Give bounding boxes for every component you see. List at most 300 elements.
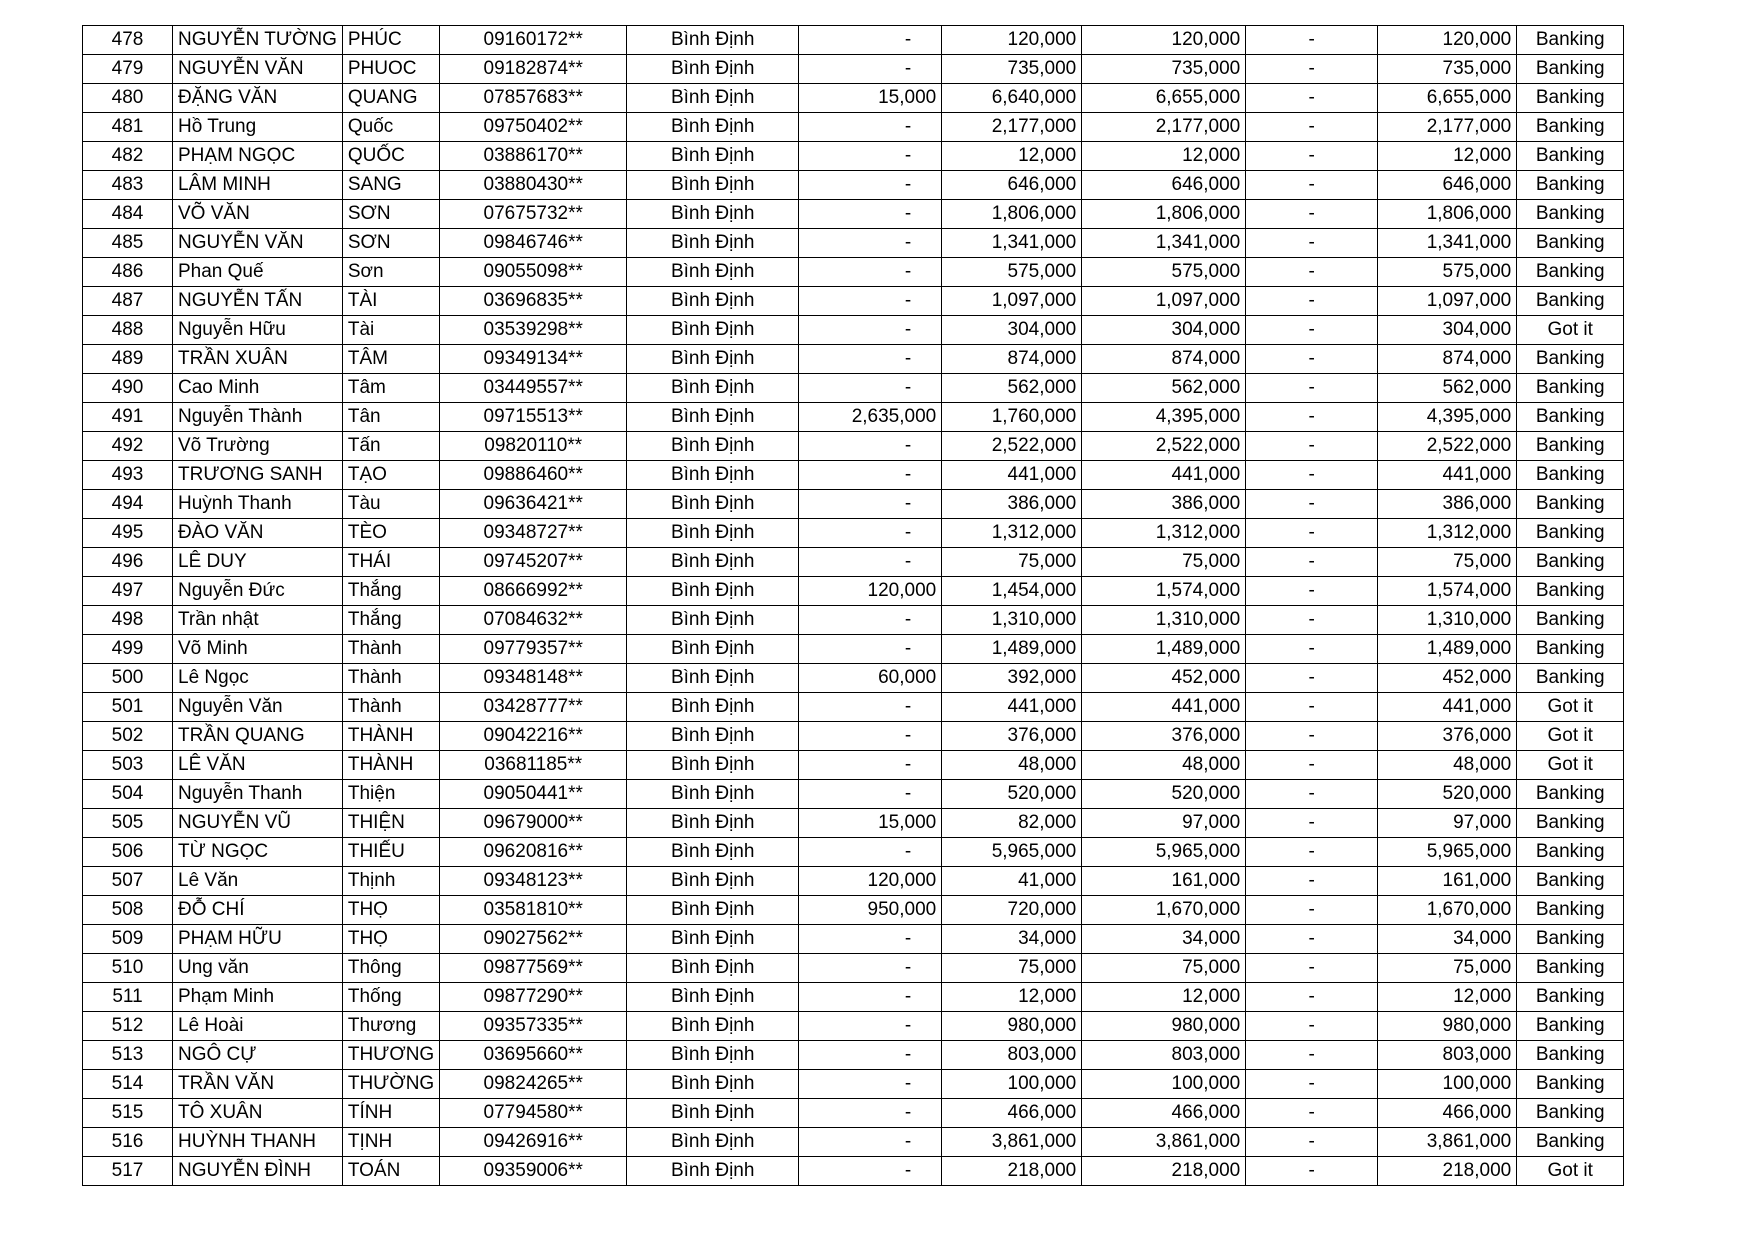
cell-province: Bình Định: [627, 635, 799, 664]
cell-total-amount: 120,000: [1082, 26, 1246, 55]
cell-net-amount: 441,000: [1378, 461, 1517, 490]
cell-amount-2: 100,000: [942, 1070, 1082, 1099]
table-row: [83, 548, 1624, 577]
cell-net-amount: 218,000: [1378, 1157, 1517, 1186]
cell-phone-number: 09027562**: [440, 925, 627, 954]
cell-amount-1: -: [799, 258, 942, 287]
cell-province: Bình Định: [627, 722, 799, 751]
cell-amount-1: -: [799, 1070, 942, 1099]
cell-net-amount: 466,000: [1378, 1099, 1517, 1128]
cell-amount-deduction: -: [1246, 26, 1378, 55]
cell-first-name: THÁI: [342, 548, 439, 577]
cell-first-name: Thành: [342, 635, 439, 664]
cell-amount-deduction: -: [1246, 635, 1378, 664]
cell-amount-1: -: [799, 171, 942, 200]
cell-payment-method: Got it: [1517, 722, 1624, 751]
cell-payment-method: Banking: [1517, 867, 1624, 896]
cell-last-middle-name: NGUYỄN ĐÌNH: [173, 1157, 343, 1186]
cell-payment-method: Banking: [1517, 896, 1624, 925]
cell-phone-number: 03681185**: [440, 751, 627, 780]
cell-net-amount: 1,574,000: [1378, 577, 1517, 606]
cell-net-amount: 980,000: [1378, 1012, 1517, 1041]
cell-first-name: Thịnh: [342, 867, 439, 896]
cell-amount-2: 874,000: [942, 345, 1082, 374]
cell-payment-method: Banking: [1517, 171, 1624, 200]
cell-net-amount: 5,965,000: [1378, 838, 1517, 867]
cell-amount-deduction: -: [1246, 55, 1378, 84]
cell-net-amount: 2,522,000: [1378, 432, 1517, 461]
cell-total-amount: 1,489,000: [1082, 635, 1246, 664]
cell-row-number: 500: [83, 664, 173, 693]
cell-net-amount: 6,655,000: [1378, 84, 1517, 113]
cell-amount-2: 1,454,000: [942, 577, 1082, 606]
cell-last-middle-name: Ung văn: [173, 954, 343, 983]
cell-phone-number: 09349134**: [440, 345, 627, 374]
cell-amount-1: -: [799, 200, 942, 229]
cell-first-name: THIỆN: [342, 809, 439, 838]
table-row: [83, 403, 1624, 432]
cell-amount-2: 120,000: [942, 26, 1082, 55]
cell-first-name: TÀI: [342, 287, 439, 316]
table-row: [83, 983, 1624, 1012]
cell-first-name: THƯỜNG: [342, 1070, 439, 1099]
cell-first-name: Tân: [342, 403, 439, 432]
cell-province: Bình Định: [627, 983, 799, 1012]
cell-payment-method: Banking: [1517, 287, 1624, 316]
cell-phone-number: 09679000**: [440, 809, 627, 838]
cell-phone-number: 09042216**: [440, 722, 627, 751]
cell-last-middle-name: Lê Ngọc: [173, 664, 343, 693]
cell-amount-1: -: [799, 490, 942, 519]
cell-amount-2: 466,000: [942, 1099, 1082, 1128]
cell-amount-2: 41,000: [942, 867, 1082, 896]
cell-first-name: TÍNH: [342, 1099, 439, 1128]
cell-phone-number: 09182874**: [440, 55, 627, 84]
cell-row-number: 489: [83, 345, 173, 374]
cell-amount-1: 15,000: [799, 84, 942, 113]
table-row: [83, 316, 1624, 345]
cell-last-middle-name: ĐÀO VĂN: [173, 519, 343, 548]
cell-last-middle-name: NGUYỄN TƯỜNG: [173, 26, 343, 55]
cell-province: Bình Định: [627, 896, 799, 925]
cell-row-number: 507: [83, 867, 173, 896]
cell-row-number: 488: [83, 316, 173, 345]
cell-row-number: 510: [83, 954, 173, 983]
table-row: [83, 200, 1624, 229]
cell-first-name: PHUOC: [342, 55, 439, 84]
cell-total-amount: 3,861,000: [1082, 1128, 1246, 1157]
cell-amount-2: 1,097,000: [942, 287, 1082, 316]
cell-payment-method: Banking: [1517, 519, 1624, 548]
cell-last-middle-name: Nguyễn Văn: [173, 693, 343, 722]
cell-payment-method: Banking: [1517, 1070, 1624, 1099]
cell-payment-method: Got it: [1517, 693, 1624, 722]
cell-amount-2: 6,640,000: [942, 84, 1082, 113]
cell-row-number: 495: [83, 519, 173, 548]
cell-amount-2: 1,312,000: [942, 519, 1082, 548]
cell-net-amount: 386,000: [1378, 490, 1517, 519]
table-row: [83, 490, 1624, 519]
cell-net-amount: 100,000: [1378, 1070, 1517, 1099]
cell-amount-deduction: -: [1246, 548, 1378, 577]
cell-last-middle-name: NGÔ CỰ: [173, 1041, 343, 1070]
table-row: [83, 461, 1624, 490]
cell-payment-method: Got it: [1517, 1157, 1624, 1186]
cell-first-name: QUANG: [342, 84, 439, 113]
cell-phone-number: 09357335**: [440, 1012, 627, 1041]
cell-row-number: 502: [83, 722, 173, 751]
cell-total-amount: 34,000: [1082, 925, 1246, 954]
cell-phone-number: 09846746**: [440, 229, 627, 258]
cell-total-amount: 12,000: [1082, 983, 1246, 1012]
cell-amount-2: 12,000: [942, 983, 1082, 1012]
cell-province: Bình Định: [627, 548, 799, 577]
cell-amount-deduction: -: [1246, 519, 1378, 548]
table-row: [83, 26, 1624, 55]
cell-row-number: 484: [83, 200, 173, 229]
cell-row-number: 512: [83, 1012, 173, 1041]
cell-amount-deduction: -: [1246, 809, 1378, 838]
cell-amount-1: -: [799, 432, 942, 461]
cell-first-name: Tấn: [342, 432, 439, 461]
table-row: [83, 1012, 1624, 1041]
cell-last-middle-name: LÊ VĂN: [173, 751, 343, 780]
cell-amount-deduction: -: [1246, 954, 1378, 983]
cell-total-amount: 980,000: [1082, 1012, 1246, 1041]
cell-row-number: 494: [83, 490, 173, 519]
cell-province: Bình Định: [627, 1070, 799, 1099]
table-row: [83, 345, 1624, 374]
cell-amount-deduction: -: [1246, 374, 1378, 403]
cell-phone-number: 09824265**: [440, 1070, 627, 1099]
cell-total-amount: 735,000: [1082, 55, 1246, 84]
cell-total-amount: 75,000: [1082, 954, 1246, 983]
cell-last-middle-name: Nguyễn Đức: [173, 577, 343, 606]
cell-amount-2: 75,000: [942, 548, 1082, 577]
cell-row-number: 501: [83, 693, 173, 722]
cell-phone-number: 09055098**: [440, 258, 627, 287]
cell-amount-1: 120,000: [799, 867, 942, 896]
cell-last-middle-name: TRẦN QUANG: [173, 722, 343, 751]
cell-province: Bình Định: [627, 171, 799, 200]
cell-first-name: TỊNH: [342, 1128, 439, 1157]
cell-row-number: 509: [83, 925, 173, 954]
cell-first-name: Thống: [342, 983, 439, 1012]
cell-amount-2: 304,000: [942, 316, 1082, 345]
table-row: [83, 577, 1624, 606]
cell-amount-deduction: -: [1246, 229, 1378, 258]
cell-first-name: Thông: [342, 954, 439, 983]
cell-amount-2: 980,000: [942, 1012, 1082, 1041]
cell-province: Bình Định: [627, 403, 799, 432]
cell-net-amount: 75,000: [1378, 548, 1517, 577]
table-row: [83, 1041, 1624, 1070]
cell-first-name: Tài: [342, 316, 439, 345]
table-row: [83, 780, 1624, 809]
cell-first-name: TÈO: [342, 519, 439, 548]
cell-phone-number: 09779357**: [440, 635, 627, 664]
cell-province: Bình Định: [627, 229, 799, 258]
cell-amount-2: 720,000: [942, 896, 1082, 925]
cell-amount-2: 392,000: [942, 664, 1082, 693]
cell-province: Bình Định: [627, 664, 799, 693]
cell-last-middle-name: Nguyễn Thanh: [173, 780, 343, 809]
cell-payment-method: Banking: [1517, 606, 1624, 635]
cell-first-name: TOÁN: [342, 1157, 439, 1186]
cell-net-amount: 562,000: [1378, 374, 1517, 403]
cell-amount-deduction: -: [1246, 838, 1378, 867]
cell-total-amount: 75,000: [1082, 548, 1246, 577]
cell-amount-1: -: [799, 374, 942, 403]
cell-amount-deduction: -: [1246, 461, 1378, 490]
cell-amount-1: -: [799, 1012, 942, 1041]
cell-phone-number: 09359006**: [440, 1157, 627, 1186]
cell-phone-number: 03428777**: [440, 693, 627, 722]
cell-province: Bình Định: [627, 519, 799, 548]
cell-amount-1: -: [799, 1041, 942, 1070]
cell-province: Bình Định: [627, 1012, 799, 1041]
cell-province: Bình Định: [627, 867, 799, 896]
cell-phone-number: 03539298**: [440, 316, 627, 345]
cell-amount-2: 520,000: [942, 780, 1082, 809]
cell-net-amount: 1,310,000: [1378, 606, 1517, 635]
cell-payment-method: Banking: [1517, 490, 1624, 519]
cell-payment-method: Banking: [1517, 142, 1624, 171]
cell-province: Bình Định: [627, 316, 799, 345]
cell-amount-2: 12,000: [942, 142, 1082, 171]
cell-payment-method: Banking: [1517, 664, 1624, 693]
cell-province: Bình Định: [627, 287, 799, 316]
cell-province: Bình Định: [627, 606, 799, 635]
cell-total-amount: 218,000: [1082, 1157, 1246, 1186]
cell-total-amount: 48,000: [1082, 751, 1246, 780]
cell-first-name: THÀNH: [342, 722, 439, 751]
cell-net-amount: 452,000: [1378, 664, 1517, 693]
cell-row-number: 516: [83, 1128, 173, 1157]
cell-phone-number: 09636421**: [440, 490, 627, 519]
cell-last-middle-name: TÔ XUÂN: [173, 1099, 343, 1128]
cell-payment-method: Banking: [1517, 229, 1624, 258]
cell-total-amount: 1,310,000: [1082, 606, 1246, 635]
cell-amount-deduction: -: [1246, 142, 1378, 171]
cell-net-amount: 4,395,000: [1378, 403, 1517, 432]
cell-total-amount: 97,000: [1082, 809, 1246, 838]
cell-last-middle-name: Cao Minh: [173, 374, 343, 403]
cell-net-amount: 1,489,000: [1378, 635, 1517, 664]
cell-row-number: 514: [83, 1070, 173, 1099]
table-row: [83, 606, 1624, 635]
cell-amount-1: -: [799, 983, 942, 1012]
cell-last-middle-name: LÊ DUY: [173, 548, 343, 577]
cell-payment-method: Got it: [1517, 316, 1624, 345]
cell-net-amount: 97,000: [1378, 809, 1517, 838]
table-row: [83, 1157, 1624, 1186]
table-row: [83, 896, 1624, 925]
cell-last-middle-name: NGUYỄN VĂN: [173, 55, 343, 84]
cell-net-amount: 735,000: [1378, 55, 1517, 84]
cell-province: Bình Định: [627, 1041, 799, 1070]
cell-net-amount: 2,177,000: [1378, 113, 1517, 142]
cell-amount-deduction: -: [1246, 258, 1378, 287]
cell-amount-deduction: -: [1246, 925, 1378, 954]
cell-province: Bình Định: [627, 751, 799, 780]
cell-amount-2: 562,000: [942, 374, 1082, 403]
cell-amount-2: 5,965,000: [942, 838, 1082, 867]
cell-net-amount: 120,000: [1378, 26, 1517, 55]
cell-province: Bình Định: [627, 374, 799, 403]
cell-first-name: Thắng: [342, 577, 439, 606]
cell-last-middle-name: Phạm Minh: [173, 983, 343, 1012]
cell-amount-2: 82,000: [942, 809, 1082, 838]
cell-total-amount: 452,000: [1082, 664, 1246, 693]
cell-last-middle-name: Võ Trường: [173, 432, 343, 461]
cell-net-amount: 575,000: [1378, 258, 1517, 287]
cell-net-amount: 304,000: [1378, 316, 1517, 345]
cell-province: Bình Định: [627, 693, 799, 722]
cell-amount-deduction: -: [1246, 84, 1378, 113]
cell-amount-deduction: -: [1246, 1012, 1378, 1041]
cell-payment-method: Banking: [1517, 258, 1624, 287]
cell-amount-1: -: [799, 519, 942, 548]
cell-province: Bình Định: [627, 809, 799, 838]
cell-net-amount: 646,000: [1378, 171, 1517, 200]
cell-total-amount: 386,000: [1082, 490, 1246, 519]
cell-phone-number: 03449557**: [440, 374, 627, 403]
cell-total-amount: 646,000: [1082, 171, 1246, 200]
cell-row-number: 513: [83, 1041, 173, 1070]
cell-amount-2: 441,000: [942, 693, 1082, 722]
cell-amount-2: 2,177,000: [942, 113, 1082, 142]
cell-amount-1: 2,635,000: [799, 403, 942, 432]
cell-province: Bình Định: [627, 345, 799, 374]
cell-net-amount: 1,806,000: [1378, 200, 1517, 229]
cell-amount-1: 60,000: [799, 664, 942, 693]
cell-row-number: 481: [83, 113, 173, 142]
cell-amount-1: -: [799, 113, 942, 142]
cell-row-number: 479: [83, 55, 173, 84]
cell-last-middle-name: Huỳnh Thanh: [173, 490, 343, 519]
cell-amount-deduction: -: [1246, 983, 1378, 1012]
cell-province: Bình Định: [627, 780, 799, 809]
cell-total-amount: 161,000: [1082, 867, 1246, 896]
table-row: [83, 925, 1624, 954]
cell-net-amount: 12,000: [1378, 142, 1517, 171]
cell-amount-2: 2,522,000: [942, 432, 1082, 461]
cell-amount-1: -: [799, 693, 942, 722]
cell-amount-deduction: -: [1246, 403, 1378, 432]
table-row: [83, 258, 1624, 287]
table-row: [83, 432, 1624, 461]
cell-net-amount: 376,000: [1378, 722, 1517, 751]
table-row: [83, 954, 1624, 983]
cell-row-number: 493: [83, 461, 173, 490]
cell-payment-method: Banking: [1517, 113, 1624, 142]
cell-amount-1: -: [799, 780, 942, 809]
cell-total-amount: 1,312,000: [1082, 519, 1246, 548]
cell-province: Bình Định: [627, 838, 799, 867]
cell-amount-deduction: -: [1246, 722, 1378, 751]
cell-total-amount: 2,177,000: [1082, 113, 1246, 142]
table-row: [83, 867, 1624, 896]
cell-net-amount: 75,000: [1378, 954, 1517, 983]
cell-last-middle-name: NGUYỄN TẤN: [173, 287, 343, 316]
cell-amount-deduction: -: [1246, 113, 1378, 142]
cell-province: Bình Định: [627, 577, 799, 606]
cell-amount-1: -: [799, 345, 942, 374]
cell-payment-method: Banking: [1517, 1099, 1624, 1128]
cell-net-amount: 48,000: [1378, 751, 1517, 780]
cell-row-number: 498: [83, 606, 173, 635]
cell-phone-number: 09348148**: [440, 664, 627, 693]
cell-payment-method: Banking: [1517, 26, 1624, 55]
cell-net-amount: 1,670,000: [1378, 896, 1517, 925]
cell-amount-deduction: -: [1246, 693, 1378, 722]
cell-row-number: 486: [83, 258, 173, 287]
cell-phone-number: 09750402**: [440, 113, 627, 142]
cell-total-amount: 1,670,000: [1082, 896, 1246, 925]
cell-last-middle-name: NGUYỄN VĂN: [173, 229, 343, 258]
table-row: [83, 1128, 1624, 1157]
cell-phone-number: 03581810**: [440, 896, 627, 925]
cell-amount-2: 75,000: [942, 954, 1082, 983]
cell-province: Bình Định: [627, 925, 799, 954]
cell-last-middle-name: NGUYỄN VŨ: [173, 809, 343, 838]
cell-phone-number: 03695660**: [440, 1041, 627, 1070]
cell-payment-method: Banking: [1517, 577, 1624, 606]
cell-payment-method: Banking: [1517, 548, 1624, 577]
table-row: [83, 1099, 1624, 1128]
cell-phone-number: 03886170**: [440, 142, 627, 171]
cell-amount-1: -: [799, 1099, 942, 1128]
cell-amount-1: -: [799, 55, 942, 84]
cell-province: Bình Định: [627, 26, 799, 55]
cell-province: Bình Định: [627, 490, 799, 519]
cell-total-amount: 575,000: [1082, 258, 1246, 287]
cell-amount-2: 575,000: [942, 258, 1082, 287]
cell-row-number: 497: [83, 577, 173, 606]
cell-amount-deduction: -: [1246, 867, 1378, 896]
cell-payment-method: Banking: [1517, 954, 1624, 983]
cell-phone-number: 09877569**: [440, 954, 627, 983]
cell-net-amount: 803,000: [1378, 1041, 1517, 1070]
cell-amount-2: 646,000: [942, 171, 1082, 200]
cell-province: Bình Định: [627, 461, 799, 490]
cell-total-amount: 441,000: [1082, 461, 1246, 490]
cell-phone-number: 03696835**: [440, 287, 627, 316]
cell-total-amount: 803,000: [1082, 1041, 1246, 1070]
cell-total-amount: 441,000: [1082, 693, 1246, 722]
cell-phone-number: 09877290**: [440, 983, 627, 1012]
cell-first-name: Tàu: [342, 490, 439, 519]
table-row: [83, 751, 1624, 780]
cell-amount-2: 34,000: [942, 925, 1082, 954]
cell-total-amount: 12,000: [1082, 142, 1246, 171]
cell-phone-number: 09886460**: [440, 461, 627, 490]
cell-amount-2: 1,310,000: [942, 606, 1082, 635]
cell-payment-method: Banking: [1517, 635, 1624, 664]
cell-amount-deduction: -: [1246, 1070, 1378, 1099]
cell-amount-1: -: [799, 287, 942, 316]
cell-net-amount: 34,000: [1378, 925, 1517, 954]
cell-amount-1: -: [799, 606, 942, 635]
cell-amount-1: -: [799, 26, 942, 55]
cell-row-number: 483: [83, 171, 173, 200]
cell-payment-method: Banking: [1517, 1012, 1624, 1041]
cell-total-amount: 6,655,000: [1082, 84, 1246, 113]
cell-last-middle-name: Nguyễn Hữu: [173, 316, 343, 345]
cell-amount-deduction: -: [1246, 287, 1378, 316]
cell-first-name: PHÚC: [342, 26, 439, 55]
